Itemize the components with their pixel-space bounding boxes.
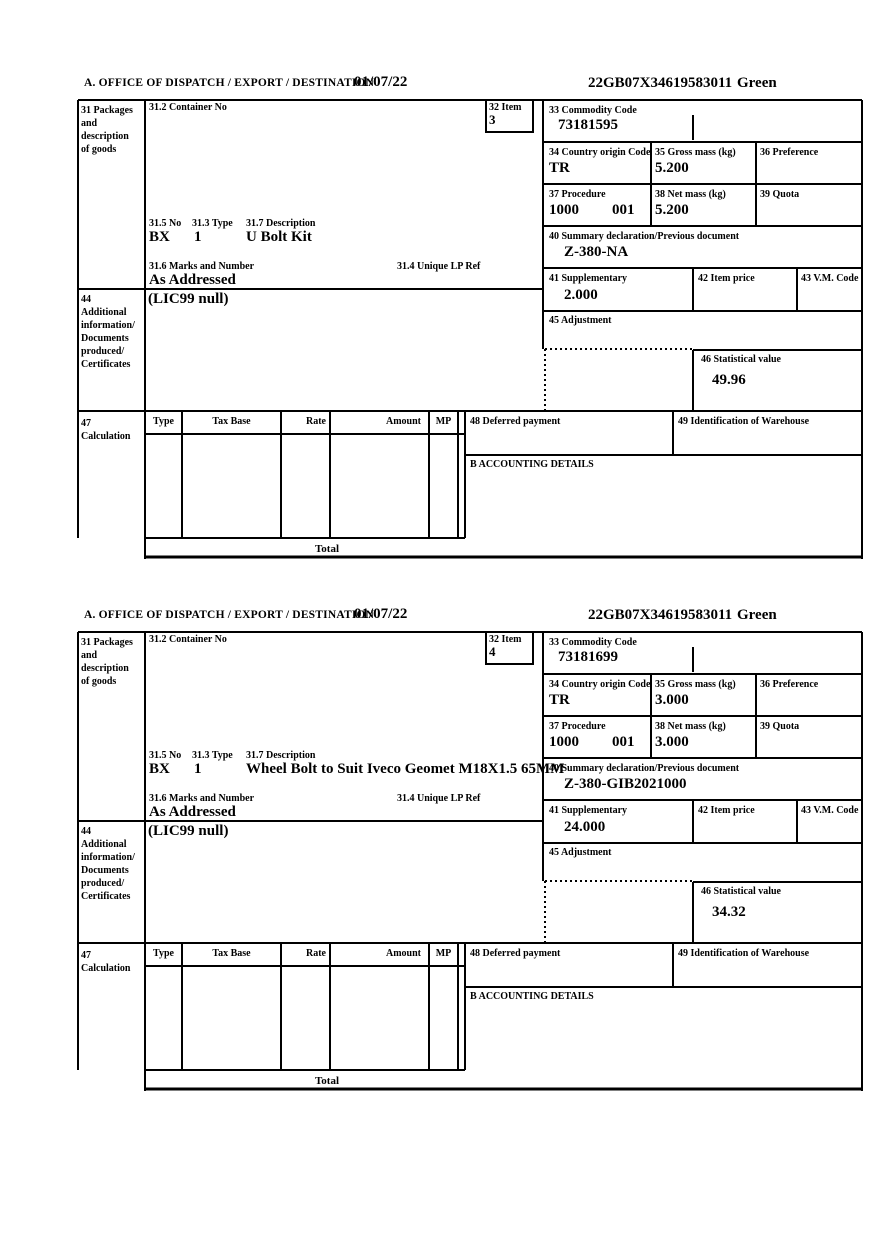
country-origin-value: TR (549, 160, 570, 176)
box33-label: 33 Commodity Code (549, 105, 637, 116)
box31-label (81, 636, 133, 688)
gross-mass-value: 3.000 (655, 692, 689, 708)
box42-label: 42 Item price (698, 805, 755, 816)
previous-document-value: Z-380-GIB2021000 (564, 776, 687, 792)
box39-label: 39 Quota (760, 189, 800, 200)
box33-label: 33 Commodity Code (549, 637, 637, 648)
mrn-number: 22GB07X34619583011 (588, 75, 733, 91)
label-line: Calculation (81, 963, 131, 974)
label-line: 31 Packages (81, 105, 133, 116)
statistical-value: 49.96 (712, 372, 746, 388)
tax-col-taxbase-header: Tax Base (212, 948, 251, 959)
item-number-value: 4 (489, 644, 496, 659)
box45-label: 45 Adjustment (549, 315, 612, 326)
box32-label: 32 Item (489, 102, 522, 113)
package-type-value: 1 (194, 229, 202, 245)
item-number-value: 3 (489, 112, 496, 127)
previous-document-value: Z-380-NA (564, 244, 629, 260)
box36-label: 36 Preference (760, 147, 819, 158)
acceptance-date: 01/07/22 (354, 74, 408, 90)
package-code-value: BX (149, 229, 170, 245)
label-line: 47 (81, 950, 91, 961)
declaration-item-block (0, 594, 882, 1126)
label-line: produced/ (81, 346, 125, 357)
acceptance-date: 01/07/22 (354, 606, 408, 622)
additional-information-value: (LIC99 null) (148, 823, 229, 839)
routing-badge: Green (737, 75, 777, 91)
label-line: and (81, 118, 98, 129)
box39-label: 39 Quota (760, 721, 800, 732)
box35-label: 35 Gross mass (kg) (655, 147, 736, 158)
box49-label: 49 Identification of Warehouse (678, 948, 810, 959)
box38-label: 38 Net mass (kg) (655, 721, 726, 732)
label-line: Documents (81, 333, 129, 344)
tax-col-type-header: Type (153, 416, 174, 427)
box47-label (81, 417, 130, 443)
label-line: information/ (81, 852, 135, 863)
box37-label: 37 Procedure (549, 189, 606, 200)
routing-badge: Green (737, 607, 777, 623)
procedure-2-value: 001 (612, 202, 635, 218)
label-line: of goods (81, 676, 117, 687)
box31-label (81, 104, 133, 156)
tax-col-amount-header: Amount (385, 416, 421, 427)
label-line: Additional (81, 307, 127, 318)
box35-label: 35 Gross mass (kg) (655, 679, 736, 690)
label-line: Documents (81, 865, 129, 876)
label-line: description (81, 131, 129, 142)
procedure-value: 1000 (549, 202, 579, 218)
total-label: Total (314, 1075, 340, 1087)
box38-label: 38 Net mass (kg) (655, 189, 726, 200)
box40-label: 40 Summary declaration/Previous document (549, 763, 740, 774)
box31-3-label: 31.3 Type (192, 218, 233, 229)
box31-2-label: 31.2 Container No (149, 634, 227, 645)
total-label: Total (314, 543, 340, 555)
label-line: of goods (81, 144, 117, 155)
supplementary-value: 2.000 (564, 287, 598, 303)
statistical-value: 34.32 (712, 904, 746, 920)
goods-description-value: Wheel Bolt to Suit Iveco Geomet M18X1.5 65MM (246, 761, 565, 777)
additional-information-value: (LIC99 null) (148, 291, 229, 307)
goods-description-value: U Bolt Kit (246, 229, 312, 245)
label-line: Calculation (81, 431, 131, 442)
box46-label: 46 Statistical value (701, 886, 781, 897)
box31-6-label: 31.6 Marks and Number (149, 793, 255, 804)
tax-col-rate-header: Rate (306, 416, 326, 427)
box41-label: 41 Supplementary (549, 273, 628, 284)
box31-5-label: 31.5 No (149, 750, 182, 761)
package-code-value: BX (149, 761, 170, 777)
box31-5-label: 31.5 No (149, 218, 182, 229)
box41-label: 41 Supplementary (549, 805, 628, 816)
box46-label: 46 Statistical value (701, 354, 781, 365)
marks-value: As Addressed (149, 272, 236, 288)
label-line: and (81, 650, 98, 661)
box48-label: 48 Deferred payment (470, 948, 561, 959)
box31-7-label: 31.7 Description (246, 218, 316, 229)
tax-col-type-header: Type (153, 948, 174, 959)
label-line: Certificates (81, 359, 131, 370)
box36-label: 36 Preference (760, 679, 819, 690)
box31-7-label: 31.7 Description (246, 750, 316, 761)
marks-value: As Addressed (149, 804, 236, 820)
procedure-value: 1000 (549, 734, 579, 750)
accounting-details-label: B ACCOUNTING DETAILS (470, 991, 594, 1002)
accounting-details-label: B ACCOUNTING DETAILS (470, 459, 594, 470)
commodity-code-value: 73181699 (558, 649, 618, 665)
box43-label: 43 V.M. Code (801, 805, 859, 816)
commodity-code-value: 73181595 (558, 117, 618, 133)
label-line: 44 (81, 294, 91, 305)
box48-label: 48 Deferred payment (470, 416, 561, 427)
box31-4-label: 31.4 Unique LP Ref (397, 261, 481, 272)
label-line: 31 Packages (81, 637, 133, 648)
label-line: description (81, 663, 129, 674)
box45-label: 45 Adjustment (549, 847, 612, 858)
tax-col-amount-header: Amount (385, 948, 421, 959)
procedure-2-value: 001 (612, 734, 635, 750)
mrn-number: 22GB07X34619583011 (588, 607, 733, 623)
section-a-title: A. OFFICE OF DISPATCH / EXPORT / DESTINATION (84, 77, 375, 89)
declaration-item-block (0, 62, 882, 594)
label-line: information/ (81, 320, 135, 331)
net-mass-value: 5.200 (655, 202, 689, 218)
box42-label: 42 Item price (698, 273, 755, 284)
box47-label (81, 949, 130, 975)
box34-label: 34 Country origin Code (549, 679, 651, 690)
gross-mass-value: 5.200 (655, 160, 689, 176)
tax-col-taxbase-header: Tax Base (212, 416, 251, 427)
label-line: produced/ (81, 878, 125, 889)
label-line: 44 (81, 826, 91, 837)
box49-label: 49 Identification of Warehouse (678, 416, 810, 427)
supplementary-value: 24.000 (564, 819, 606, 835)
country-origin-value: TR (549, 692, 570, 708)
tax-col-mp-header: MP (435, 416, 452, 427)
box40-label: 40 Summary declaration/Previous document (549, 231, 740, 242)
label-line: 47 (81, 418, 91, 429)
label-line: Additional (81, 839, 127, 850)
label-line: Certificates (81, 891, 131, 902)
box44-label (81, 293, 135, 371)
box31-4-label: 31.4 Unique LP Ref (397, 793, 481, 804)
box44-label (81, 825, 135, 903)
box34-label: 34 Country origin Code (549, 147, 651, 158)
package-type-value: 1 (194, 761, 202, 777)
box31-3-label: 31.3 Type (192, 750, 233, 761)
tax-col-mp-header: MP (435, 948, 452, 959)
box37-label: 37 Procedure (549, 721, 606, 732)
net-mass-value: 3.000 (655, 734, 689, 750)
tax-col-rate-header: Rate (306, 948, 326, 959)
section-a-title: A. OFFICE OF DISPATCH / EXPORT / DESTINATION (84, 609, 375, 621)
box31-2-label: 31.2 Container No (149, 102, 227, 113)
box32-label: 32 Item (489, 634, 522, 645)
box31-6-label: 31.6 Marks and Number (149, 261, 255, 272)
box43-label: 43 V.M. Code (801, 273, 859, 284)
